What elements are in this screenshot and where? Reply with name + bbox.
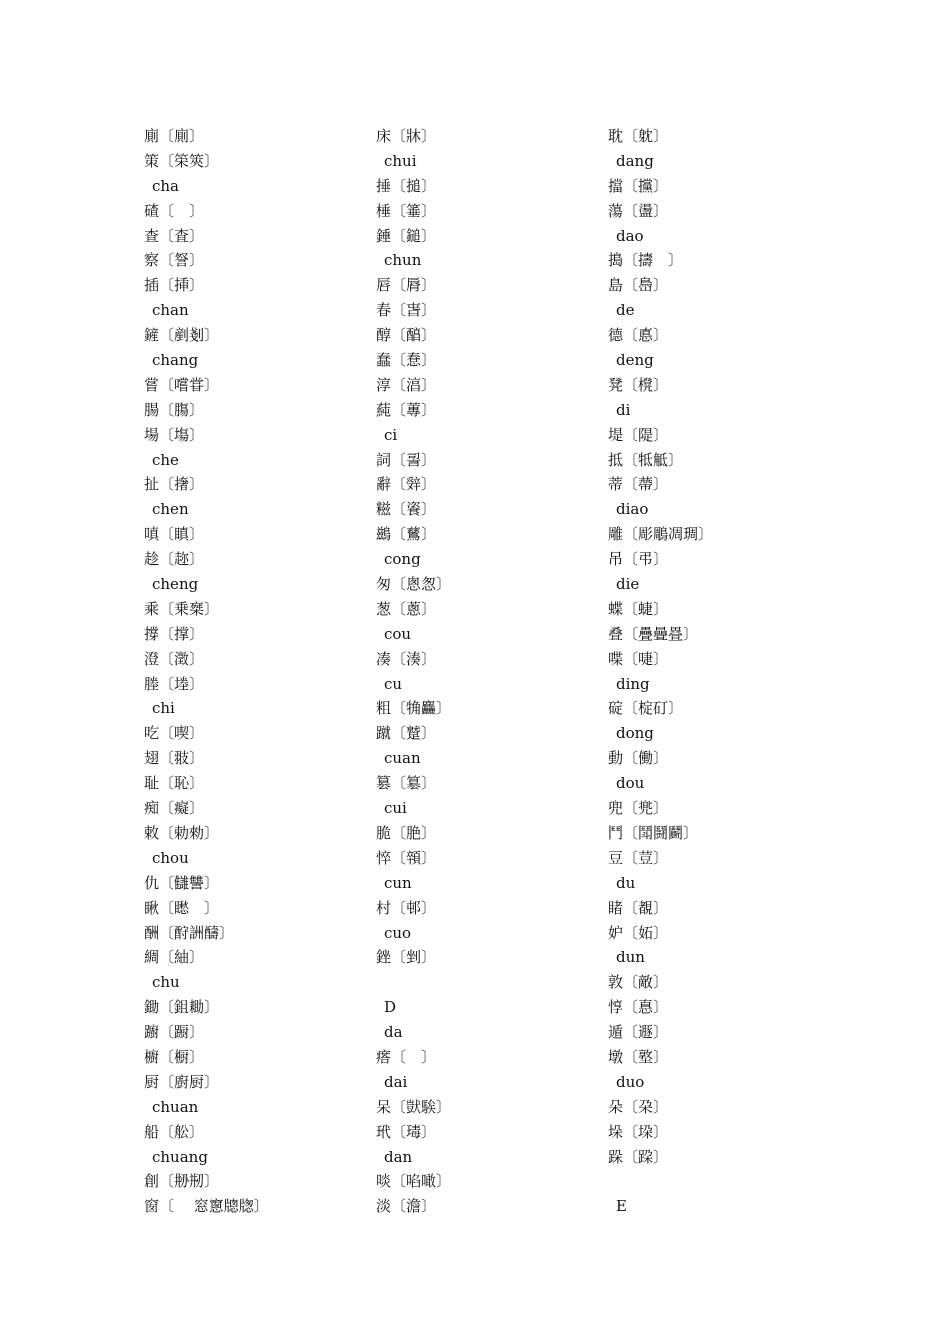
pinyin-heading: de — [616, 301, 635, 320]
column-2 — [376, 124, 606, 1219]
blank-line — [376, 970, 606, 995]
character-entry: 痴〔癡〕 — [144, 799, 205, 818]
blank-line — [608, 1169, 838, 1194]
character-entry: 察〔詧〕 — [144, 251, 205, 270]
pinyin-heading: cun — [384, 873, 412, 892]
pinyin-heading: duo — [616, 1072, 645, 1091]
character-entry: 抵〔牴觝〕 — [608, 450, 684, 469]
character-entry: 擋〔攩〕 — [608, 176, 669, 195]
pinyin-heading: chun — [384, 251, 422, 270]
pinyin-heading: chuang — [152, 1147, 208, 1166]
character-entry: 鬥〔鬦鬪鬬〕 — [608, 823, 699, 842]
character-entry: 船〔舩〕 — [144, 1122, 205, 1141]
character-entry: 島〔㠀〕 — [608, 276, 669, 295]
pinyin-heading: diao — [616, 500, 649, 519]
character-entry: 蒓〔蓴〕 — [376, 400, 437, 419]
character-entry: 櫥〔橱〕 — [144, 1047, 205, 1066]
character-entry: 鷀〔鶿〕 — [376, 525, 437, 544]
column-1 — [144, 124, 374, 1219]
character-entry: 妒〔妬〕 — [608, 923, 669, 942]
pinyin-heading: di — [616, 400, 631, 419]
character-entry: 墩〔墪〕 — [608, 1047, 669, 1066]
character-entry: 耽〔躭〕 — [608, 127, 669, 145]
pinyin-heading: chang — [152, 351, 199, 370]
character-entry: 淳〔湻〕 — [376, 375, 437, 394]
pinyin-heading: ding — [616, 674, 650, 693]
character-entry: 策〔筞筴〕 — [144, 151, 220, 170]
pinyin-heading: cong — [384, 550, 421, 569]
pinyin-heading: che — [152, 450, 179, 469]
character-entry: 查〔査〕 — [144, 226, 205, 245]
character-entry: 蝶〔蜨〕 — [608, 599, 669, 618]
character-entry: 碴〔 〕 — [144, 201, 205, 220]
character-entry: 脆〔脃〕 — [376, 823, 437, 842]
character-entry: 喋〔啑〕 — [608, 649, 669, 668]
character-entry: 惇〔惪〕 — [608, 998, 669, 1017]
column-3 — [608, 124, 838, 1219]
pinyin-heading: dan — [384, 1147, 413, 1166]
character-entry: 淡〔澹〕 — [376, 1197, 437, 1216]
character-entry: 厨〔廚厨〕 — [144, 1072, 220, 1091]
pinyin-heading: chui — [384, 151, 417, 170]
character-entry: 吊〔弔〕 — [608, 550, 669, 569]
character-entry: 插〔挿〕 — [144, 276, 205, 295]
character-entry: 鏟〔剷剗〕 — [144, 326, 220, 345]
pinyin-heading: cha — [152, 176, 180, 195]
character-entry: 捶〔搥〕 — [376, 176, 437, 195]
character-entry: 醇〔醕〕 — [376, 326, 437, 345]
character-entry: 葱〔蔥〕 — [376, 599, 437, 618]
character-entry: 耻〔恥〕 — [144, 774, 205, 793]
character-entry: 創〔刱剏〕 — [144, 1172, 220, 1191]
character-entry: 瞅〔矁 〕 — [144, 898, 220, 917]
character-entry: 動〔働〕 — [608, 749, 669, 768]
section-letter: E — [616, 1197, 627, 1216]
character-entry: 錘〔鎚〕 — [376, 226, 437, 245]
character-entry: 躕〔蹰〕 — [144, 1023, 205, 1042]
pinyin-heading: cuo — [384, 923, 412, 942]
character-entry: 敕〔勅勑〕 — [144, 823, 220, 842]
pinyin-heading: ci — [384, 425, 398, 444]
character-entry: 垛〔垜〕 — [608, 1122, 669, 1141]
character-entry: 糍〔餈〕 — [376, 500, 437, 519]
character-entry: 雕〔彫鵰凋琱〕 — [608, 525, 714, 544]
character-entry: 遁〔遯〕 — [608, 1023, 669, 1042]
character-entry: 睹〔覩〕 — [608, 898, 669, 917]
pinyin-heading: chuan — [152, 1097, 199, 1116]
section-letter: D — [384, 998, 397, 1017]
pinyin-heading: die — [616, 575, 640, 594]
character-entry: 廁〔廁〕 — [144, 127, 205, 145]
character-entry: 詞〔䛐〕 — [376, 450, 437, 469]
character-entry: 朵〔朶〕 — [608, 1097, 669, 1116]
character-entry: 蕩〔盪〕 — [608, 201, 669, 220]
character-entry: 嘗〔嚐甞〕 — [144, 375, 220, 394]
character-entry: 銼〔剉〕 — [376, 948, 437, 967]
character-entry: 村〔邨〕 — [376, 898, 437, 917]
pinyin-heading: chu — [152, 973, 180, 992]
character-entry: 鋤〔鉏耡〕 — [144, 998, 220, 1017]
character-entry: 趁〔趂〕 — [144, 550, 205, 569]
character-entry: 場〔塲〕 — [144, 425, 205, 444]
character-entry: 棰〔箠〕 — [376, 201, 437, 220]
character-entry: 扯〔撦〕 — [144, 475, 205, 494]
character-entry: 搗〔擣 〕 — [608, 251, 684, 270]
character-entry: 酬〔酧詶醻〕 — [144, 923, 235, 942]
pinyin-heading: cu — [384, 674, 403, 693]
character-entry: 窗〔 窓窻牕牎〕 — [144, 1197, 269, 1216]
character-entry: 堤〔隄〕 — [608, 425, 669, 444]
character-entry: 塍〔堘〕 — [144, 674, 205, 693]
character-entry: 玳〔瑇〕 — [376, 1122, 437, 1141]
character-entry: 綢〔紬〕 — [144, 948, 205, 967]
pinyin-heading: cou — [384, 624, 412, 643]
character-entry: 碇〔椗矴〕 — [608, 699, 684, 718]
pinyin-heading: dai — [384, 1072, 408, 1091]
pinyin-heading: chou — [152, 848, 189, 867]
character-entry: 凑〔湊〕 — [376, 649, 437, 668]
character-entry: 德〔悳〕 — [608, 326, 669, 345]
character-entry: 春〔旾〕 — [376, 301, 437, 320]
character-entry: 腸〔膓〕 — [144, 400, 205, 419]
pinyin-heading: deng — [616, 351, 654, 370]
character-entry: 叠〔疊曡疂〕 — [608, 624, 699, 643]
character-entry: 篡〔簒〕 — [376, 774, 437, 793]
pinyin-heading: cheng — [152, 575, 199, 594]
character-entry: 澄〔澂〕 — [144, 649, 205, 668]
character-entry: 蠢〔惷〕 — [376, 351, 437, 370]
character-entry: 兜〔兠〕 — [608, 799, 669, 818]
character-entry: 跺〔跥〕 — [608, 1147, 669, 1166]
character-entry: 蹴〔蹵〕 — [376, 724, 437, 743]
pinyin-heading: dun — [616, 948, 645, 967]
character-entry: 悴〔顇〕 — [376, 848, 437, 867]
character-entry: 乘〔乗椉〕 — [144, 599, 220, 618]
pinyin-heading: cui — [384, 799, 407, 818]
character-entry: 翅〔翄〕 — [144, 749, 205, 768]
character-entry: 粗〔觕麤〕 — [376, 699, 452, 718]
character-entry: 唇〔脣〕 — [376, 276, 437, 295]
character-entry: 蒂〔蔕〕 — [608, 475, 669, 494]
character-entry: 嗔〔瞋〕 — [144, 525, 205, 544]
character-entry: 辭〔辤〕 — [376, 475, 437, 494]
pinyin-heading: du — [616, 873, 636, 892]
character-entry: 吃〔喫〕 — [144, 724, 205, 743]
character-entry: 匆〔悤怱〕 — [376, 575, 452, 594]
pinyin-heading: cuan — [384, 749, 421, 768]
character-entry: 呆〔獃騃〕 — [376, 1097, 452, 1116]
pinyin-heading: chi — [152, 699, 175, 718]
character-entry: 啖〔啗噉〕 — [376, 1172, 452, 1191]
pinyin-heading: dao — [616, 226, 644, 245]
character-entry: 床〔牀〕 — [376, 127, 437, 145]
character-entry: 撐〔撑〕 — [144, 624, 205, 643]
character-entry: 瘩〔 〕 — [376, 1047, 437, 1066]
pinyin-heading: da — [384, 1023, 403, 1042]
character-entry: 仇〔讎讐〕 — [144, 873, 220, 892]
pinyin-heading: dong — [616, 724, 654, 743]
character-entry: 敦〔敵〕 — [608, 973, 669, 992]
character-entry: 凳〔櫈〕 — [608, 375, 669, 394]
pinyin-heading: dou — [616, 774, 645, 793]
pinyin-heading: dang — [616, 151, 654, 170]
character-entry: 豆〔荳〕 — [608, 848, 669, 867]
pinyin-heading: chan — [152, 301, 189, 320]
pinyin-heading: chen — [152, 500, 189, 519]
